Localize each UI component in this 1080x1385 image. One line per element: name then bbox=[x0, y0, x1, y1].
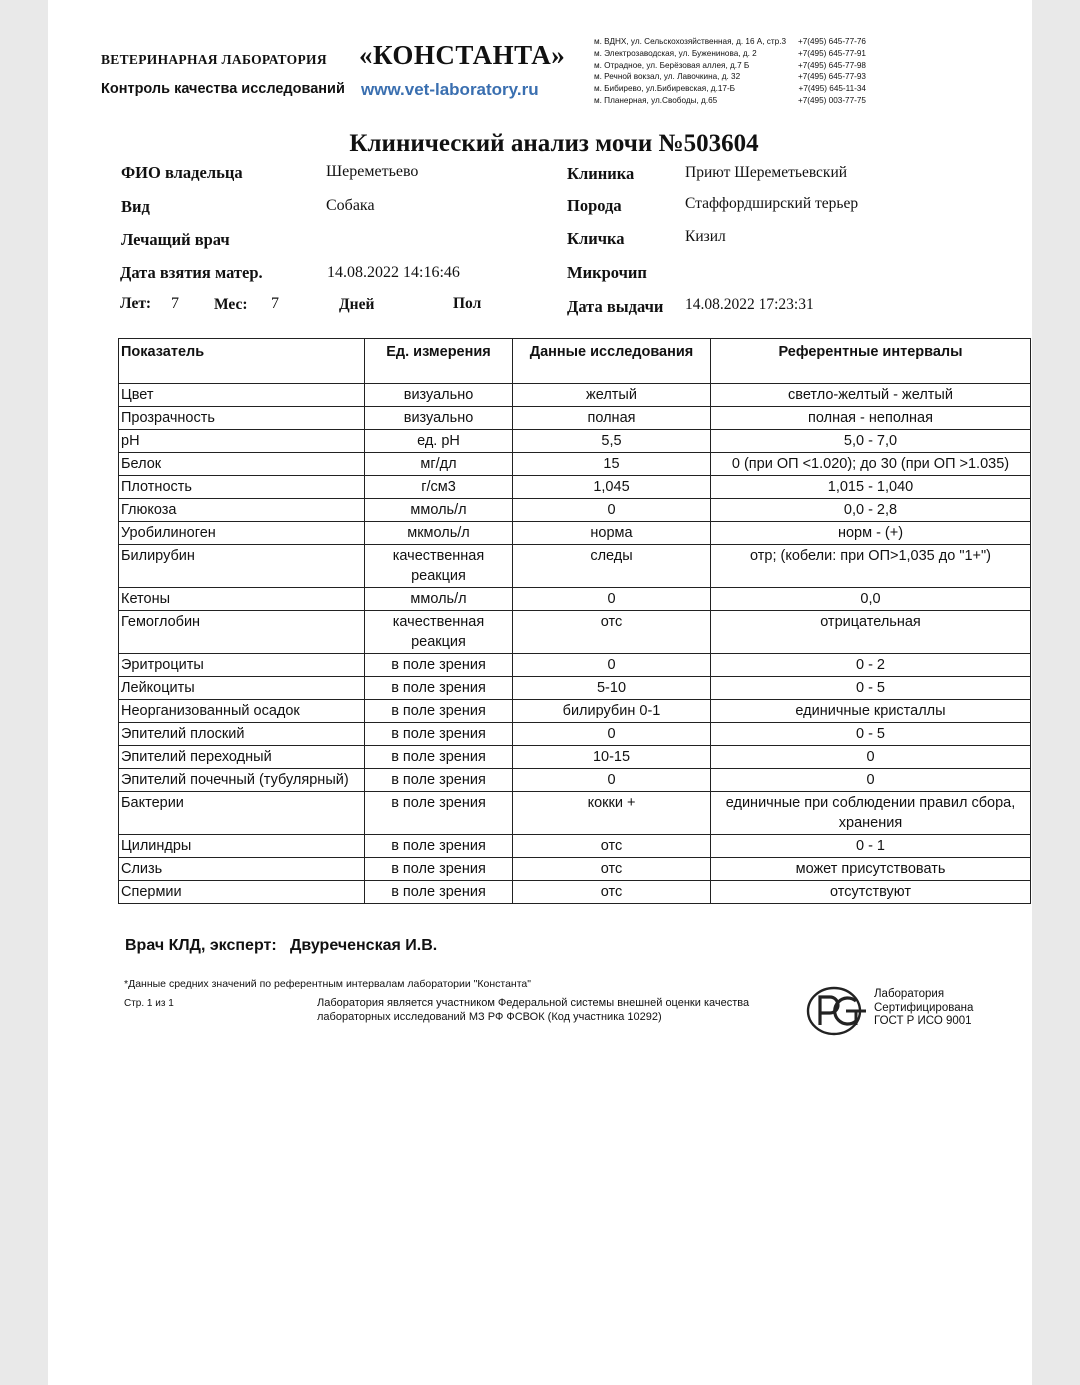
table-row bbox=[119, 611, 1031, 654]
table-row bbox=[119, 430, 1031, 453]
reference-cell: 0,0 bbox=[711, 588, 1031, 611]
column-header: Данные исследования bbox=[513, 339, 711, 384]
fsvok-note bbox=[317, 997, 749, 1024]
phone-line: +7(495) 645-77-98 bbox=[797, 60, 866, 70]
reference-cell: светло-желтый - желтый bbox=[711, 384, 1031, 407]
parameter-cell: Бактерии bbox=[119, 792, 365, 835]
table-row bbox=[119, 588, 1031, 611]
table-row bbox=[119, 858, 1031, 881]
reference-cell: отр; (кобели: при ОП>1,035 до "1+") bbox=[711, 545, 1031, 588]
years-value: 7 bbox=[171, 295, 179, 312]
unit-cell: мкмоль/л bbox=[365, 522, 513, 545]
expert-name: Двуреченская И.В. bbox=[290, 937, 438, 954]
unit-cell: в поле зрения bbox=[365, 723, 513, 746]
parameter-cell: Эпителий переходный bbox=[119, 746, 365, 769]
sex-label: Пол bbox=[453, 295, 482, 312]
reference-cell: отсутствуют bbox=[711, 881, 1031, 904]
certification-text bbox=[874, 988, 973, 1029]
reference-cell: 0 - 2 bbox=[711, 654, 1031, 677]
result-cell: норма bbox=[513, 522, 711, 545]
table-header-row bbox=[119, 339, 1031, 384]
issue-date-value: 14.08.2022 17:23:31 bbox=[685, 296, 814, 313]
parameter-cell: Плотность bbox=[119, 476, 365, 499]
reference-footnote: *Данные средних значений по референтным интервалам лаборатории "Константа" bbox=[124, 978, 531, 990]
parameter-cell: Слизь bbox=[119, 858, 365, 881]
fsvok-line: лабораторных исследований МЗ РФ ФСВОК (Код участника 10292) bbox=[317, 1010, 662, 1023]
breed-value: Стаффордширский терьер bbox=[685, 195, 859, 212]
reference-cell: 0 - 5 bbox=[711, 677, 1031, 700]
unit-cell: ммоль/л bbox=[365, 499, 513, 522]
table-row bbox=[119, 654, 1031, 677]
phone-line: +7(495) 003-77-75 bbox=[797, 95, 866, 105]
address-line: м. Электрозаводская, ул. Буженинова, д. 2 bbox=[594, 48, 757, 58]
issue-date-label: Дата выдачи bbox=[567, 297, 664, 316]
result-cell: кокки + bbox=[513, 792, 711, 835]
parameter-cell: Спермии bbox=[119, 881, 365, 904]
nickname-label: Кличка bbox=[567, 229, 625, 248]
unit-cell: ед. рН bbox=[365, 430, 513, 453]
months-value: 7 bbox=[271, 295, 279, 312]
table-row bbox=[119, 835, 1031, 858]
parameter-cell: Уробилиноген bbox=[119, 522, 365, 545]
unit-cell: в поле зрения bbox=[365, 746, 513, 769]
parameter-cell: Лейкоциты bbox=[119, 677, 365, 700]
result-cell: 0 bbox=[513, 499, 711, 522]
column-header: Ед. измерения bbox=[365, 339, 513, 384]
address-line: м. Планерная, ул.Свободы, д.65 bbox=[594, 95, 718, 105]
table-row bbox=[119, 384, 1031, 407]
lab-brand-logo: «КОНСТАНТА» bbox=[359, 40, 566, 70]
table-row bbox=[119, 677, 1031, 700]
reference-cell: 0 bbox=[711, 769, 1031, 792]
unit-cell: ммоль/л bbox=[365, 588, 513, 611]
parameter-cell: Глюкоза bbox=[119, 499, 365, 522]
unit-cell: в поле зрения bbox=[365, 769, 513, 792]
unit-cell: качественная реакция bbox=[365, 611, 513, 654]
report-title: Клинический анализ мочи №503604 bbox=[349, 130, 759, 157]
reference-cell: единичные при соблюдении правил сбора, хранения bbox=[711, 792, 1031, 835]
result-cell: отс bbox=[513, 835, 711, 858]
reference-cell: 0 bbox=[711, 746, 1031, 769]
parameter-cell: Эпителий плоский bbox=[119, 723, 365, 746]
result-cell: желтый bbox=[513, 384, 711, 407]
unit-cell: в поле зрения bbox=[365, 858, 513, 881]
parameter-cell: Эритроциты bbox=[119, 654, 365, 677]
owner-value: Шереметьево bbox=[326, 163, 419, 180]
result-cell: билирубин 0-1 bbox=[513, 700, 711, 723]
result-cell: отс bbox=[513, 881, 711, 904]
sample-date-label: Дата взятия матер. bbox=[120, 263, 263, 282]
unit-cell: г/см3 bbox=[365, 476, 513, 499]
owner-label: ФИО владельца bbox=[121, 163, 243, 182]
table-row bbox=[119, 881, 1031, 904]
table-row bbox=[119, 545, 1031, 588]
result-cell: 5,5 bbox=[513, 430, 711, 453]
table-row bbox=[119, 769, 1031, 792]
reference-cell: 1,015 - 1,040 bbox=[711, 476, 1031, 499]
unit-cell: мг/дл bbox=[365, 453, 513, 476]
result-cell: 15 bbox=[513, 453, 711, 476]
reference-cell: норм - (+) bbox=[711, 522, 1031, 545]
cert-line: Лаборатория bbox=[874, 988, 945, 1000]
result-cell: 1,045 bbox=[513, 476, 711, 499]
table-row bbox=[119, 453, 1031, 476]
result-cell: 0 bbox=[513, 723, 711, 746]
column-header: Показатель bbox=[119, 339, 365, 384]
expert-label: Врач КЛД, эксперт: bbox=[125, 937, 277, 954]
results-body bbox=[119, 384, 1031, 904]
parameter-cell: Эпителий почечный (тубулярный) bbox=[119, 769, 365, 792]
result-cell: 0 bbox=[513, 654, 711, 677]
unit-cell: в поле зрения bbox=[365, 881, 513, 904]
unit-cell: в поле зрения bbox=[365, 700, 513, 723]
parameter-cell: Неорганизованный осадок bbox=[119, 700, 365, 723]
days-label: Дней bbox=[339, 296, 375, 313]
reference-cell: 5,0 - 7,0 bbox=[711, 430, 1031, 453]
result-cell: отс bbox=[513, 611, 711, 654]
page-number: Стр. 1 из 1 bbox=[124, 998, 174, 1009]
table-row bbox=[119, 476, 1031, 499]
years-label: Лет: bbox=[120, 295, 152, 312]
report-page bbox=[48, 0, 1032, 1385]
result-cell: полная bbox=[513, 407, 711, 430]
cert-line: ГОСТ Р ИСО 9001 bbox=[874, 1015, 972, 1027]
address-line: м. Бибирево, ул.Бибиревская, д.17-Б bbox=[594, 84, 736, 94]
phone-line: +7(495) 645-77-76 bbox=[797, 37, 866, 46]
lab-name: ВЕТЕРИНАРНАЯ ЛАБОРАТОРИЯ bbox=[101, 52, 327, 67]
unit-cell: в поле зрения bbox=[365, 654, 513, 677]
result-cell: 0 bbox=[513, 769, 711, 792]
parameter-cell: Цвет bbox=[119, 384, 365, 407]
chip-label: Микрочип bbox=[567, 263, 647, 282]
expert-signature bbox=[125, 937, 437, 955]
table-row bbox=[119, 522, 1031, 545]
parameter-cell: Кетоны bbox=[119, 588, 365, 611]
table-row bbox=[119, 746, 1031, 769]
clinic-value: Приют Шереметьевский bbox=[685, 164, 848, 181]
unit-cell: качественная реакция bbox=[365, 545, 513, 588]
unit-cell: визуально bbox=[365, 407, 513, 430]
result-cell: 10-15 bbox=[513, 746, 711, 769]
species-label: Вид bbox=[121, 197, 150, 216]
nickname-value: Кизил bbox=[685, 228, 726, 245]
fsvok-line: Лаборатория является участником Федеральной системы внешней оценки качества bbox=[317, 997, 750, 1009]
lab-website-link[interactable]: www.vet-laboratory.ru bbox=[361, 80, 539, 99]
table-row bbox=[119, 407, 1031, 430]
address-line: м. ВДНХ, ул. Сельскохозяйственная, д. 16 А, стр.3 bbox=[594, 37, 787, 46]
doctor-label: Лечащий врач bbox=[121, 230, 230, 249]
parameter-cell: Цилиндры bbox=[119, 835, 365, 858]
reference-cell: 0 (при ОП <1.020); до 30 (при ОП >1.035) bbox=[711, 453, 1031, 476]
parameter-cell: Гемоглобин bbox=[119, 611, 365, 654]
cert-line: Сертифицирована bbox=[874, 1001, 974, 1014]
address-line: м. Речной вокзал, ул. Лавочкина, д. 32 bbox=[594, 72, 741, 82]
reference-cell: полная - неполная bbox=[711, 407, 1031, 430]
unit-cell: в поле зрения bbox=[365, 835, 513, 858]
result-cell: отс bbox=[513, 858, 711, 881]
phone-line: +7(495) 645-77-93 bbox=[797, 72, 866, 82]
table-row bbox=[119, 499, 1031, 522]
reference-cell: 0,0 - 2,8 bbox=[711, 499, 1031, 522]
result-cell: 5-10 bbox=[513, 677, 711, 700]
months-label: Мес: bbox=[214, 296, 248, 313]
table-row bbox=[119, 700, 1031, 723]
phone-list bbox=[796, 36, 866, 107]
table-row bbox=[119, 723, 1031, 746]
breed-label: Порода bbox=[567, 196, 622, 215]
address-line: м. Отрадное, ул. Берёзовая аллея, д.7 Б bbox=[594, 60, 750, 70]
phone-line: +7(495) 645-11-34 bbox=[798, 84, 866, 94]
parameter-cell: Билирубин bbox=[119, 545, 365, 588]
result-cell: 0 bbox=[513, 588, 711, 611]
certification-rst-logo bbox=[806, 985, 868, 1037]
species-value: Собака bbox=[326, 197, 375, 214]
reference-cell: может присутствовать bbox=[711, 858, 1031, 881]
parameter-cell: Прозрачность bbox=[119, 407, 365, 430]
result-cell: следы bbox=[513, 545, 711, 588]
parameter-cell: Белок bbox=[119, 453, 365, 476]
column-header: Референтные интервалы bbox=[711, 339, 1031, 384]
unit-cell: в поле зрения bbox=[365, 792, 513, 835]
unit-cell: визуально bbox=[365, 384, 513, 407]
reference-cell: 0 - 5 bbox=[711, 723, 1031, 746]
reference-cell: отрицательная bbox=[711, 611, 1031, 654]
phone-line: +7(495) 645-77-91 bbox=[797, 48, 866, 58]
clinic-label: Клиника bbox=[567, 164, 635, 183]
lab-tagline: Контроль качества исследований bbox=[101, 81, 345, 97]
reference-cell: единичные кристаллы bbox=[711, 700, 1031, 723]
sample-date-value: 14.08.2022 14:16:46 bbox=[327, 264, 460, 281]
table-row bbox=[119, 792, 1031, 835]
parameter-cell: pH bbox=[119, 430, 365, 453]
reference-cell: 0 - 1 bbox=[711, 835, 1031, 858]
address-list bbox=[594, 36, 786, 107]
results-table bbox=[118, 338, 1031, 904]
unit-cell: в поле зрения bbox=[365, 677, 513, 700]
